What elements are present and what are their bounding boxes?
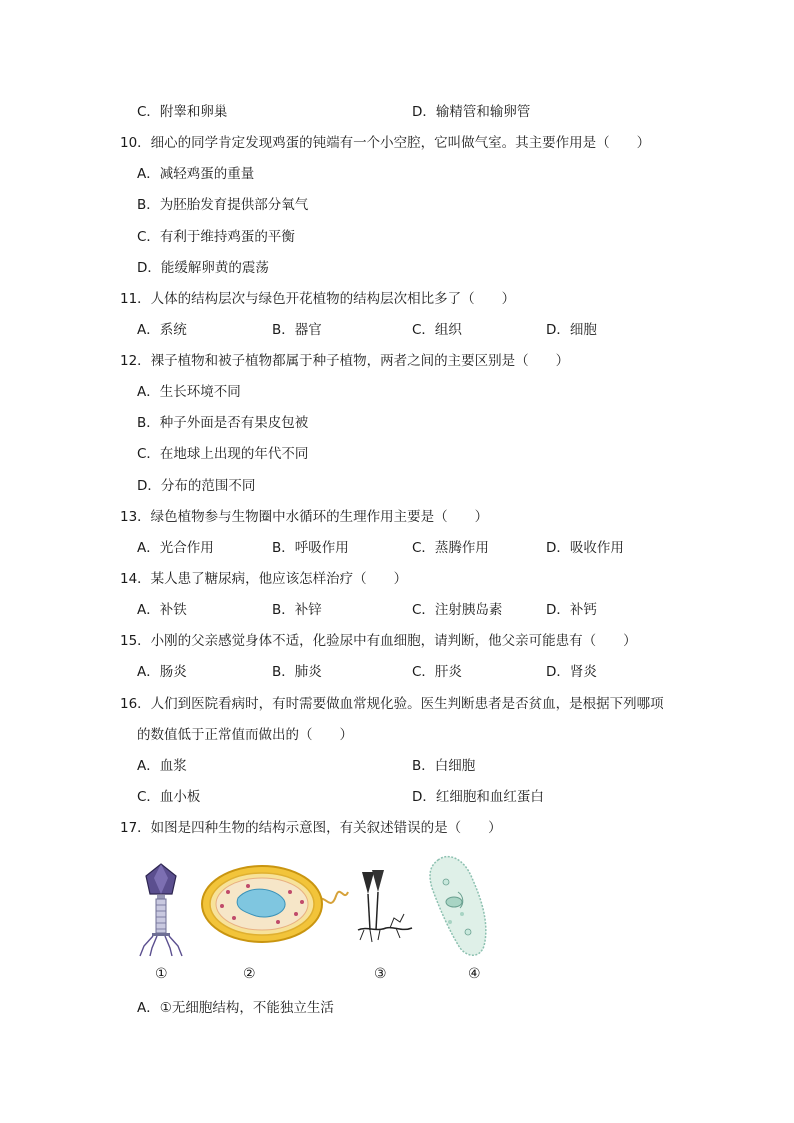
q11-option-c: C．组织 — [412, 322, 462, 338]
figure-label-4: ④ — [468, 966, 481, 982]
q12-stem: 12．裸子植物和被子植物都属于种子植物，两者之间的主要区别是（ ） — [120, 353, 570, 369]
q14-option-a: A．补铁 — [137, 602, 187, 618]
q12-option-d: D．分布的范围不同 — [137, 478, 256, 494]
q16-option-a: A．血浆 — [137, 758, 187, 774]
q16-stem-line2: 的数值低于正常值而做出的（ ） — [137, 727, 353, 743]
q15-option-b: B．肺炎 — [272, 664, 322, 680]
q10-option-c: C．有利于维持鸡蛋的平衡 — [137, 229, 295, 245]
q12-option-c: C．在地球上出现的年代不同 — [137, 446, 309, 462]
q14-option-c: C．注射胰岛素 — [412, 602, 503, 618]
q16-option-d: D．红细胞和血红蛋白 — [412, 789, 544, 805]
q14-option-d: D．补钙 — [546, 602, 597, 618]
q11-stem: 11．人体的结构层次与绿色开花植物的结构层次相比多了（ ） — [120, 291, 516, 307]
paramecium-figure — [424, 852, 494, 962]
q17-stem: 17．如图是四种生物的结构示意图，有关叙述错误的是（ ） — [120, 820, 502, 836]
q14-option-b: B．补锌 — [272, 602, 322, 618]
q11-option-a: A．系统 — [137, 322, 187, 338]
bacterium-figure — [198, 862, 350, 946]
bacteriophage-figure — [136, 862, 186, 958]
q10-stem: 10．细心的同学肯定发现鸡蛋的钝端有一个小空腔，它叫做气室。其主要作用是（ ） — [120, 135, 651, 151]
q13-stem: 13．绿色植物参与生物圈中水循环的生理作用主要是（ ） — [120, 509, 489, 525]
q13-option-d: D．吸收作用 — [546, 540, 624, 556]
q13-option-c: C．蒸腾作用 — [412, 540, 489, 556]
q16-stem-line1: 16．人们到医院看病时，有时需要做血常规化验。医生判断患者是否贫血，是根据下列哪项 — [120, 696, 664, 712]
q10-option-a: A．减轻鸡蛋的重量 — [137, 166, 255, 182]
q15-option-d: D．肾炎 — [546, 664, 597, 680]
figure-label-1: ① — [155, 966, 168, 982]
q12-option-b: B．种子外面是否有果皮包被 — [137, 415, 309, 431]
q13-option-a: A．光合作用 — [137, 540, 214, 556]
q15-option-c: C．肝炎 — [412, 664, 462, 680]
figure-label-2: ② — [243, 966, 256, 982]
mold-figure — [356, 868, 414, 948]
q11-option-d: D．细胞 — [546, 322, 597, 338]
q12-option-a: A．生长环境不同 — [137, 384, 241, 400]
q11-option-b: B．器官 — [272, 322, 322, 338]
q10-option-d: D．能缓解卵黄的震荡 — [137, 260, 269, 276]
figure-label-3: ③ — [374, 966, 387, 982]
q16-option-b: B．白细胞 — [412, 758, 476, 774]
q15-stem: 15．小刚的父亲感觉身体不适，化验尿中有血细胞，请判断，他父亲可能患有（ ） — [120, 633, 637, 649]
q10-option-b: B．为胚胎发育提供部分氧气 — [137, 197, 309, 213]
q15-option-a: A．肠炎 — [137, 664, 187, 680]
q13-option-b: B．呼吸作用 — [272, 540, 349, 556]
q9-option-c: C．附睾和卵巢 — [137, 104, 228, 120]
q14-stem: 14．某人患了糖尿病，他应该怎样治疗（ ） — [120, 571, 408, 587]
q16-option-c: C．血小板 — [137, 789, 201, 805]
q17-option-a: A．①无细胞结构，不能独立生活 — [137, 1000, 334, 1016]
q9-option-d: D．输精管和输卵管 — [412, 104, 531, 120]
